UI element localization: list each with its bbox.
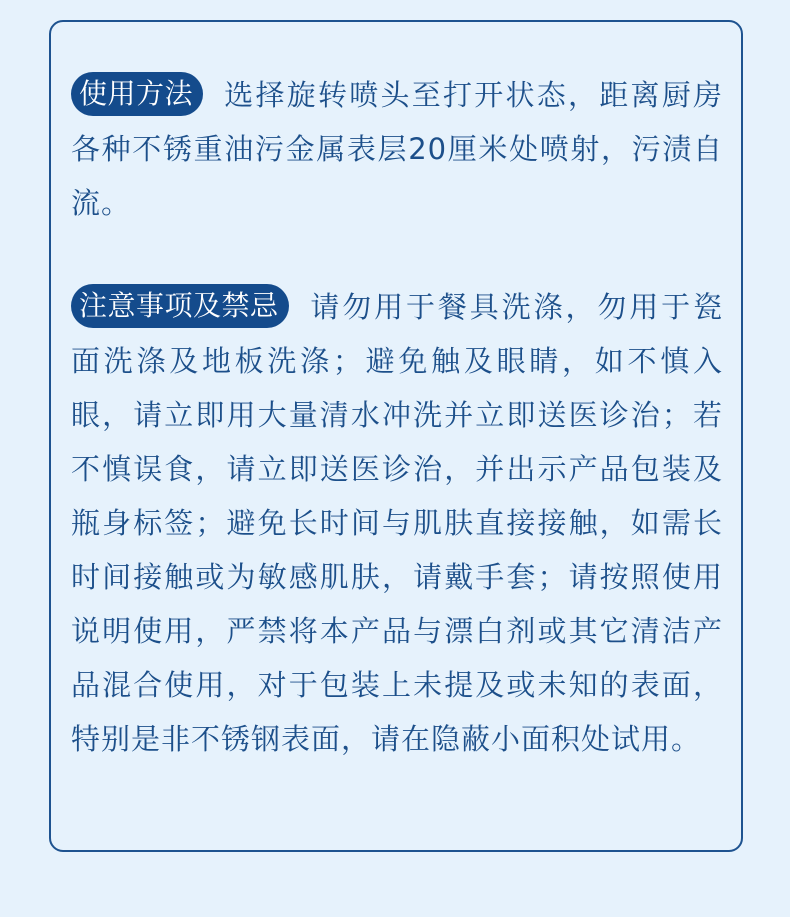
notes-text: 请勿用于餐具洗涤，勿用于瓷面洗涤及地板洗涤；避免触及眼睛，如不慎入眼，请立即用大量清水冲洗并立即送医诊治；若不慎误食，请立即送医诊治，并出示产品包装及瓶身标签；避免长时间与肌肤直接接触，如需长时间接触或为敏感肌肤，请戴手套；请按照使用说明使用，严禁将本产品与漂白剂或其它清洁产品混合使用，对于包装上未提及或未知的表面，特别是非不锈钢表面，请在隐蔽小面积处试用。 — [71, 290, 723, 756]
notes-section — [71, 280, 723, 766]
notes-title-badge: 注意事项及禁忌 — [71, 284, 289, 328]
usage-text: 选择旋转喷头至打开状态，距离厨房各种不锈重油污金属表层20厘米处喷射，污渍自流。 — [71, 78, 723, 220]
instructions-card — [49, 20, 743, 852]
usage-title-badge: 使用方法 — [71, 72, 203, 116]
usage-section — [71, 68, 723, 230]
